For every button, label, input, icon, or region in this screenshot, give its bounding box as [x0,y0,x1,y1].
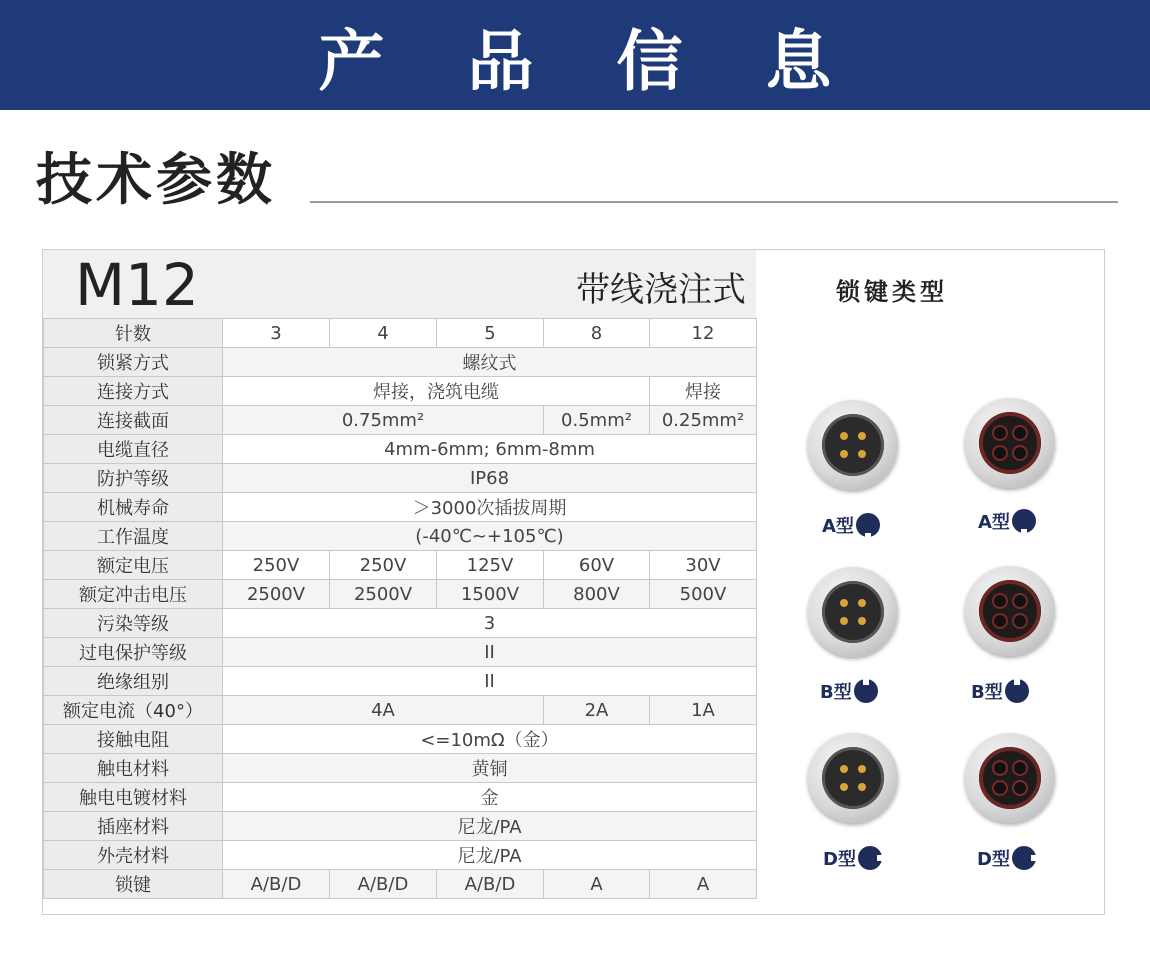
spec-value: A/B/D [330,870,437,899]
connector-a-female-image [965,398,1055,488]
spec-row [44,725,757,754]
connector-face [979,580,1041,642]
spec-row [44,667,757,696]
spec-value: 5 [437,319,544,348]
spec-row [44,377,757,406]
spec-value: 金 [223,783,757,812]
key-label-b-female [971,678,1029,704]
key-label-text: A型 [978,512,1010,533]
spec-value: <=10mΩ（金） [223,725,757,754]
spec-value: 4A [223,696,544,725]
section-title: 技术参数 [36,148,276,213]
spec-value: 125V [437,551,544,580]
spec-row [44,319,757,348]
spec-label: 连接截面 [44,406,223,435]
spec-value: II [223,667,757,696]
socket-hole [992,445,1008,461]
spec-value: 250V [330,551,437,580]
spec-value: 尼龙/PA [223,841,757,870]
spec-row [44,464,757,493]
spec-value: 2500V [223,580,330,609]
connector-d-male-image [808,733,898,823]
spec-table [43,318,757,899]
spec-value: 250V [223,551,330,580]
socket-hole [992,780,1008,796]
header-banner [0,0,1150,110]
spec-value: 8 [544,319,650,348]
connector-face [822,581,884,643]
spec-value: 4mm-6mm; 6mm-8mm [223,435,757,464]
spec-row [44,551,757,580]
spec-value: 2500V [330,580,437,609]
spec-value: 0.25mm² [650,406,757,435]
spec-label: 针数 [44,319,223,348]
pin [840,783,848,791]
key-d-icon [858,846,882,870]
spec-value: 30V [650,551,757,580]
connector-a-male-image [808,400,898,490]
spec-label: 接触电阻 [44,725,223,754]
spec-row [44,812,757,841]
pin [858,450,866,458]
socket-hole [992,593,1008,609]
spec-value: A [650,870,757,899]
key-label-text: D型 [977,849,1010,870]
key-b-icon [854,679,878,703]
spec-value: A [544,870,650,899]
key-label-d-female [977,845,1036,871]
key-a-icon [1012,509,1036,533]
pin [858,599,866,607]
spec-value: 1A [650,696,757,725]
spec-value: ＞3000次插拔周期 [223,493,757,522]
connector-b-male-image [808,567,898,657]
spec-row [44,406,757,435]
socket-hole [1012,593,1028,609]
spec-value: 500V [650,580,757,609]
pin [840,599,848,607]
spec-value: II [223,638,757,667]
model-name: M12 [75,251,199,319]
spec-row [44,638,757,667]
connector-face [822,414,884,476]
spec-row [44,696,757,725]
spec-label: 连接方式 [44,377,223,406]
pin [840,617,848,625]
spec-label: 防护等级 [44,464,223,493]
key-label-d-male [823,845,882,871]
spec-label: 额定冲击电压 [44,580,223,609]
spec-value: (-40℃~+105℃) [223,522,757,551]
connector-b-female-image [965,566,1055,656]
key-a-icon [856,513,880,537]
pin [858,783,866,791]
spec-value: 焊接 [650,377,757,406]
key-b-icon [1005,679,1029,703]
connector-face [979,412,1041,474]
key-d-icon [1012,846,1036,870]
pin [858,765,866,773]
socket-hole [1012,760,1028,776]
spec-row [44,609,757,638]
socket-hole [1012,445,1028,461]
spec-label: 外壳材料 [44,841,223,870]
spec-value: 尼龙/PA [223,812,757,841]
spec-label: 触电材料 [44,754,223,783]
spec-value: 12 [650,319,757,348]
spec-value: 2A [544,696,650,725]
key-label-a-male [822,512,880,538]
socket-hole [1012,780,1028,796]
spec-row [44,841,757,870]
model-header [43,250,756,318]
socket-hole [992,760,1008,776]
key-label-text: B型 [971,682,1003,703]
spec-value: 0.75mm² [223,406,544,435]
socket-hole [992,425,1008,441]
spec-row [44,754,757,783]
spec-value: 800V [544,580,650,609]
model-type: 带线浇注式 [576,270,746,310]
pin [858,432,866,440]
spec-label: 额定电流（40°） [44,696,223,725]
socket-hole [992,613,1008,629]
banner-title: 产 品 信 息 [318,22,862,100]
spec-value: 3 [223,319,330,348]
connector-face [822,747,884,809]
spec-row [44,580,757,609]
pin [840,765,848,773]
spec-value: A/B/D [437,870,544,899]
pin [840,450,848,458]
key-label-text: A型 [822,516,854,537]
spec-row [44,870,757,899]
spec-value: 60V [544,551,650,580]
connector-d-female-image [965,733,1055,823]
spec-label: 污染等级 [44,609,223,638]
spec-value: IP68 [223,464,757,493]
spec-value: 3 [223,609,757,638]
key-label-b-male [820,678,878,704]
spec-row [44,783,757,812]
spec-value: 螺纹式 [223,348,757,377]
spec-label: 电缆直径 [44,435,223,464]
spec-label: 额定电压 [44,551,223,580]
pin [858,617,866,625]
key-label-text: D型 [823,849,856,870]
spec-panel [42,249,1105,915]
spec-value: 1500V [437,580,544,609]
key-types-title: 锁键类型 [836,278,948,306]
section-divider [310,201,1118,203]
spec-row [44,493,757,522]
spec-label: 绝缘组别 [44,667,223,696]
key-label-a-female [978,508,1036,534]
spec-row [44,522,757,551]
connector-face [979,747,1041,809]
spec-label: 锁键 [44,870,223,899]
socket-hole [1012,613,1028,629]
spec-label: 机械寿命 [44,493,223,522]
key-label-text: B型 [820,682,852,703]
spec-value: A/B/D [223,870,330,899]
spec-label: 工作温度 [44,522,223,551]
spec-value: 4 [330,319,437,348]
socket-hole [1012,425,1028,441]
spec-value: 焊接，浇筑电缆 [223,377,650,406]
spec-label: 过电保护等级 [44,638,223,667]
spec-label: 插座材料 [44,812,223,841]
spec-row [44,435,757,464]
spec-value: 0.5mm² [544,406,650,435]
spec-value: 黄铜 [223,754,757,783]
spec-label: 锁紧方式 [44,348,223,377]
spec-row [44,348,757,377]
pin [840,432,848,440]
spec-label: 触电电镀材料 [44,783,223,812]
